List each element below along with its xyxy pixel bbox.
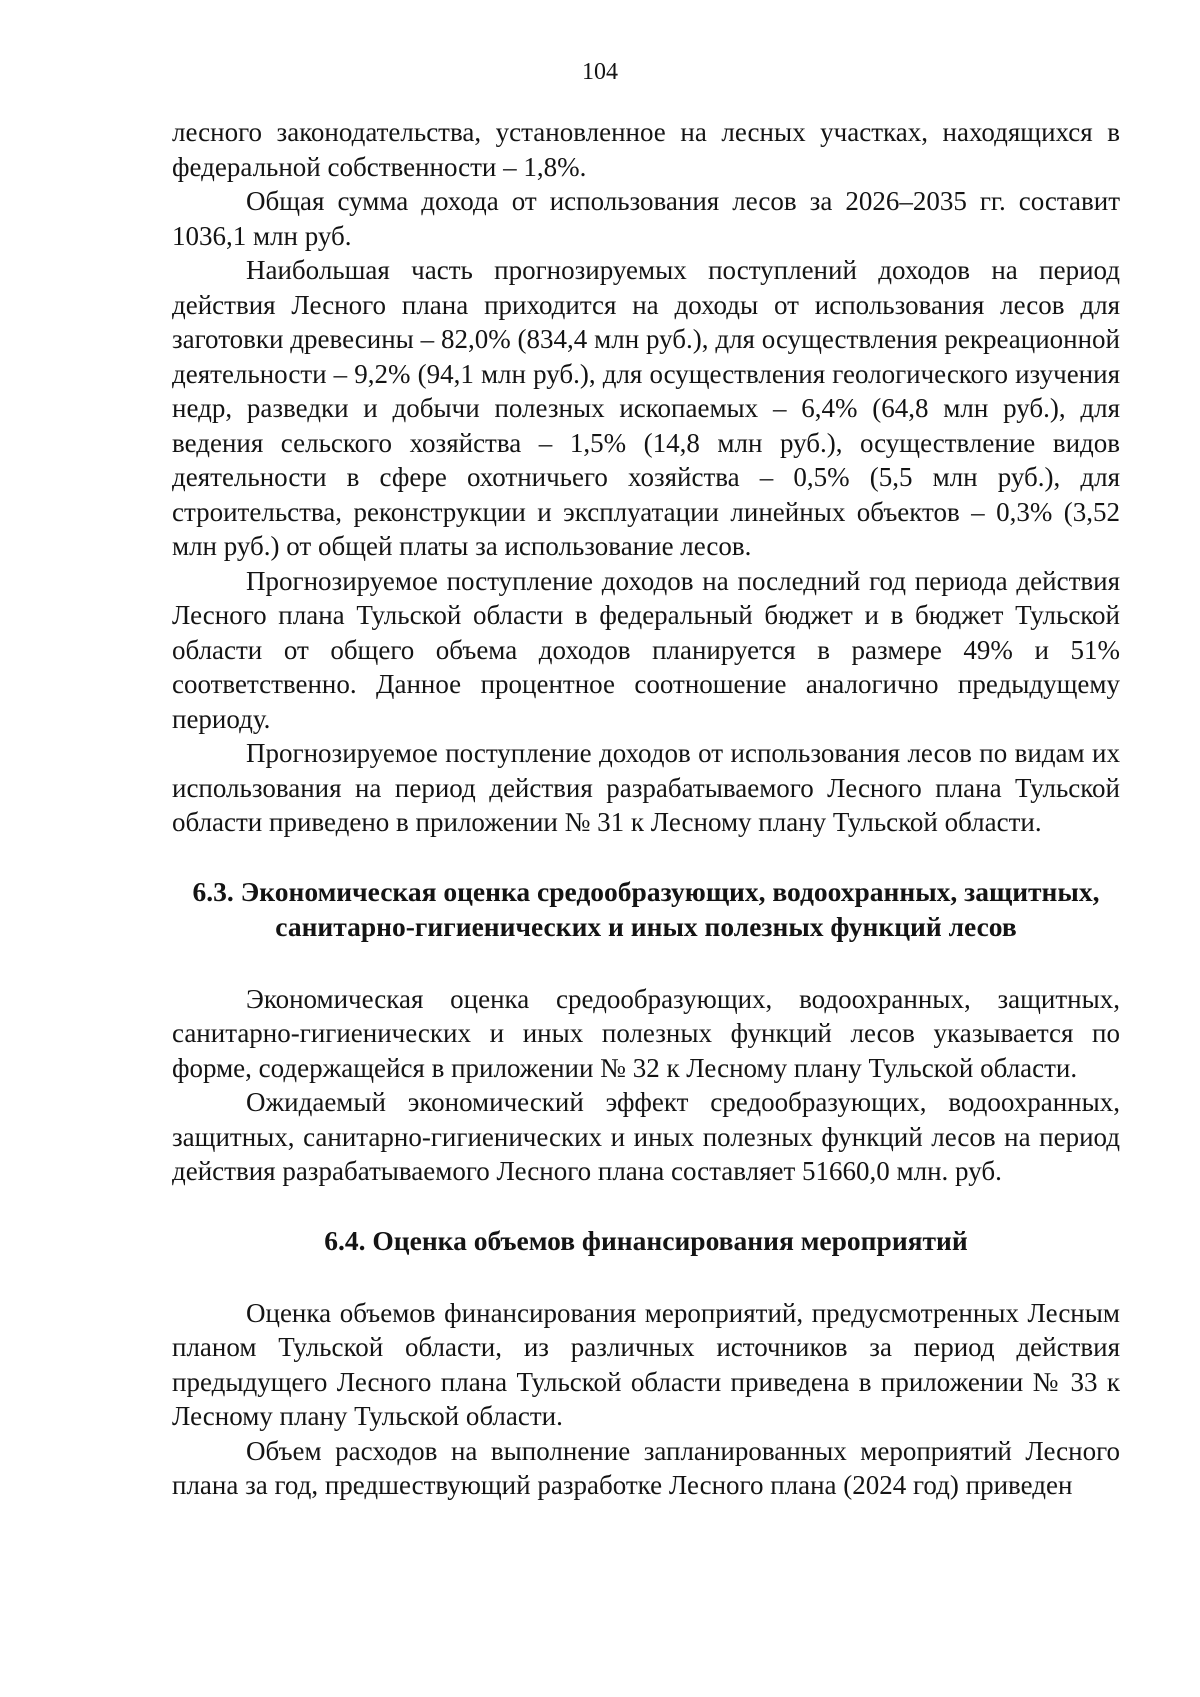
paragraph-expenses-2024: Объем расходов на выполнение запланированных мероприятий Лесного плана за год, предшествующий разработке Лесного плана (2024 год) приведен — [172, 1435, 1120, 1500]
section-heading-6-3 — [172, 874, 1120, 944]
paragraph-budget-split: Прогнозируемое поступление доходов на последний год периода действия Лесного плана Тульской области в федеральный бюджет и в бюджет Тульской области от общего объема доходов планируется в размере 49% и 51% соответственно. Данное процентное соотношение аналогично предыдущему периоду. — [172, 565, 1120, 734]
paragraph-continuation: лесного законодательства, установленное на лесных участках, находящихся в федеральной собственности – 1,8%. — [172, 117, 1120, 182]
section-heading-6-4: 6.4. Оценка объемов финансирования мероприятий — [324, 1224, 968, 1256]
paragraph-total-income: Общая сумма дохода от использования лесов за 2026–2035 гг. составит 1036,1 млн руб. — [172, 186, 1120, 251]
paragraph-economic-effect: Ожидаемый экономический эффект средообразующих, водоохранных, защитных, санитарно-гигиенических и иных полезных функций лесов на период действия разрабатываемого Лесного плана составляет 51660,0 млн. руб. — [172, 1087, 1120, 1186]
paragraph-appendix-33: Оценка объемов финансирования мероприятий, предусмотренных Лесным планом Тульской области, из различных источников за период действия предыдущего Лесного плана Тульской области приведена в приложении № 33 к Лесному плану Тульской области. — [172, 1297, 1120, 1431]
section-heading-6-3-line2: санитарно-гигиенических и иных полезных функций лесов — [275, 910, 1017, 942]
paragraph-income-structure: Наибольшая часть прогнозируемых поступлений доходов на период действия Лесного плана приходится на доходы от использования лесов для заготовки древесины – 82,0% (834,4 млн руб.), для осуществления рекреационной деятельности – 9,2% (94,1 млн руб.), для осуществления геологического изучения недр, разведки и добычи полезных ископаемых – 6,4% (64,8 млн руб.), для ведения сельского хозяйства – 1,5% (14,8 млн руб.), осуществление видов деятельности в сфере охотничьего хозяйства – 0,5% (5,5 млн руб.), для строительства, реконструкции и эксплуатации линейных объектов – 0,3% (3,52 млн руб.) от общей платы за использование лесов. — [172, 255, 1120, 561]
page-number: 104 — [582, 59, 618, 85]
paragraph-appendix-32: Экономическая оценка средообразующих, водоохранных, защитных, санитарно-гигиенических и иных полезных функций лесов указывается по форме, содержащейся в приложении № 32 к Лесному плану Тульской области. — [172, 983, 1120, 1083]
page-body — [172, 115, 1120, 1503]
paragraph-appendix-31: Прогнозируемое поступление доходов от использования лесов по видам их использования на период действия разрабатываемого Лесного плана Тульской области приведено в приложении № 31 к Лесному плану Тульской области. — [172, 738, 1120, 837]
section-heading-6-3-line1: 6.3. Экономическая оценка средообразующих, водоохранных, защитных, — [192, 875, 1100, 907]
